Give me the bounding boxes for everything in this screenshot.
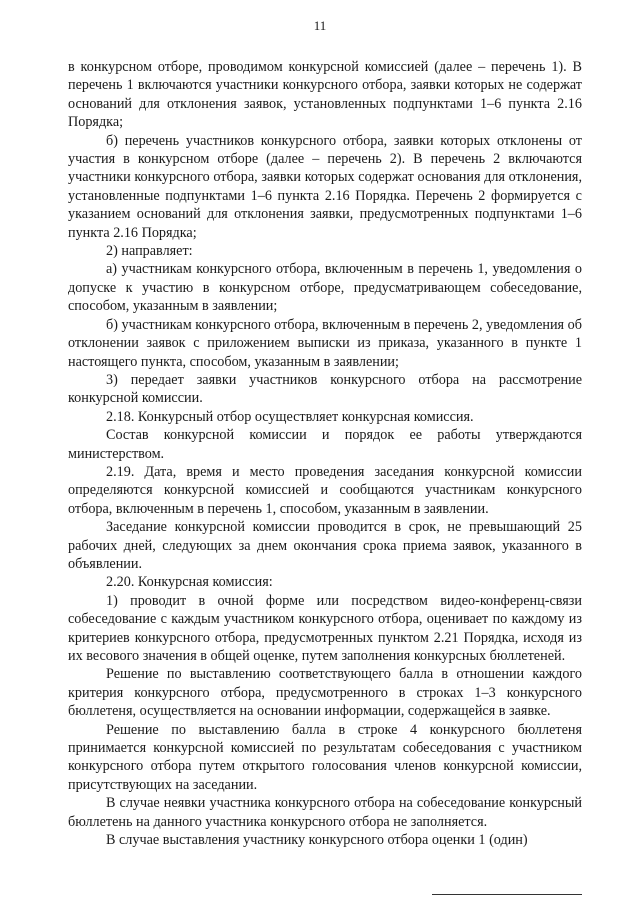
page-number: 11 (313, 18, 327, 33)
paragraph-5: б) участникам конкурсного отбора, включенным в перечень 2, уведомления об отклонении заявок с приложением выписки из приказа, указанного в пункте 1 настоящего пункта, способом, указанным в заявлении; (68, 316, 582, 370)
paragraph-9: 2.19. Дата, время и место проведения заседания конкурсной комиссии определяются конкурсной комиссией и сообщаются участникам конкурсного отбора, включенным в перечень 1, способом, указанным в заявлении. (68, 463, 582, 517)
paragraph-15: В случае неявки участника конкурсного отбора на собеседование конкурсный бюллетень на данного участника конкурсного отбора не заполняется. (68, 795, 582, 830)
paragraph-6: 3) передает заявки участников конкурсного отбора на рассмотрение конкурсной комиссии. (68, 371, 582, 407)
document-body (68, 58, 582, 849)
paragraph-7: 2.18. Конкурсный отбор осуществляет конкурсная комиссия. (106, 408, 474, 425)
paragraph-8: Состав конкурсной комиссии и порядок ее работы утверждаются министерством. (68, 427, 582, 462)
paragraph-14: Решение по выставлению балла в строке 4 конкурсного бюллетеня принимается конкурсной комиссией по результатам собеседования с участником конкурсного отбора путем открытого голосования членов конкурсной комиссии, присутствующих на заседании. (68, 721, 582, 793)
paragraph-10: Заседание конкурсной комиссии проводится в срок, не превышающий 25 рабочих дней, следующих за днем окончания срока приема заявок, указанного в объявлении. (68, 519, 582, 572)
paragraph-12: 1) проводит в очной форме или посредством видео-конференц-связи собеседование с каждым участником конкурсного отбора, оценивает по каждому из критериев конкурсного отбора, предусмотренных пунктом 2.21 Порядка, исходя из их весового значения в общей оценке, путем заполнения конкурсных бюллетеней. (68, 592, 582, 664)
paragraph-11: 2.20. Конкурсная комиссия: (106, 574, 273, 591)
paragraph-2: б) перечень участников конкурсного отбора, заявки которых отклонены от участия в конкурсном отборе (далее – перечень 2). В перечень 2 включаются участники конкурсного отбора, заявки которых содержат основания для отклонения, установленные подпунктами 1–6 пункта 2.16 Порядка. Перечень 2 формируется с указанием оснований для отклонения заявки, предусмотренных подпунктами 1–6 пункта 2.16 Порядка; (68, 132, 582, 241)
paragraph-1: в конкурсном отборе, проводимом конкурсной комиссией (далее – перечень 1). В перечень 1 включаются участники конкурсного отбора, заявки которых не содержат оснований для отклонения заявок, установленных подпунктами 1–6 пункта 2.16 Порядка; (68, 59, 582, 131)
footer-rule (432, 894, 582, 895)
paragraph-16: В случае выставления участнику конкурсного отбора оценки 1 (один) (106, 832, 528, 849)
paragraph-13: Решение по выставлению соответствующего балла в отношении каждого критерия конкурсного отбора, предусмотренного в строках 1–3 конкурсного бюллетеня, осуществляется на основании информации, содержащейся в заявке. (68, 666, 582, 720)
paragraph-4: а) участникам конкурсного отбора, включенным в перечень 1, уведомления о допуске к участию в конкурсном отборе, предусматривающем собеседование, способом, указанным в заявлении; (68, 261, 582, 315)
paragraph-3: 2) направляет: (106, 243, 193, 260)
